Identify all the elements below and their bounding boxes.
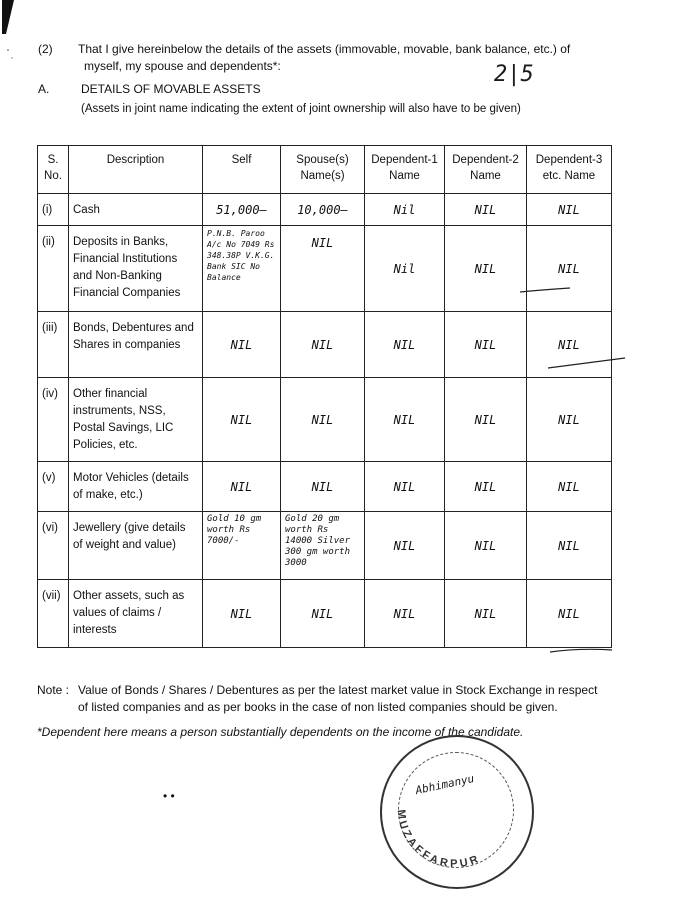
- col-header-dependent-1: Dependent-1 Name: [365, 146, 445, 194]
- handwritten-value: NIL: [393, 606, 416, 621]
- handwritten-value: NIL: [474, 606, 497, 621]
- stray-mark: • •: [163, 789, 175, 803]
- section-title: DETAILS OF MOVABLE ASSETS: [81, 82, 261, 96]
- row-sno: (iii): [38, 312, 69, 378]
- note-line-1: Value of Bonds / Shares / Debentures as per the latest market value in Stock Exchange in respect: [78, 683, 598, 697]
- note-label: Note :: [37, 683, 70, 697]
- svg-text:MUZAFFARPUR: [395, 809, 483, 870]
- handwritten-value: Nil: [393, 261, 416, 276]
- intro-line-2: myself, my spouse and dependents*:: [84, 59, 281, 73]
- handwritten-value: NIL: [474, 412, 497, 427]
- handwritten-value: P.N.B. Paroo A/c No 7049 Rs 348.38P V.K.G. Bank SIC No Balance: [207, 229, 275, 282]
- row-dependent-1: [365, 512, 445, 580]
- intro-line-1: That I give hereinbelow the details of the assets (immovable, movable, bank balance, etc.) of: [78, 42, 571, 56]
- handwritten-value: NIL: [558, 261, 580, 276]
- row-description: Cash: [69, 194, 203, 226]
- row-dependent-3: [527, 194, 612, 226]
- handwritten-value: NIL: [230, 479, 253, 494]
- row-spouse: [281, 226, 365, 312]
- row-description: Other financial instruments, NSS, Postal Savings, LIC Policies, etc.: [69, 378, 203, 462]
- table-row: [38, 194, 612, 226]
- handwritten-value: NIL: [311, 236, 334, 250]
- handwritten-value: NIL: [558, 337, 580, 352]
- page-mark: 2|5: [494, 62, 534, 87]
- row-dependent-1: [365, 462, 445, 512]
- col-header-description: Description: [69, 146, 203, 194]
- row-self: [203, 512, 281, 580]
- row-self: [203, 580, 281, 648]
- col-header-dependent-3: Dependent-3 etc. Name: [527, 146, 612, 194]
- handwritten-value: NIL: [474, 261, 497, 276]
- handwritten-value: NIL: [393, 479, 416, 494]
- row-spouse: [281, 378, 365, 462]
- row-sno: (vi): [38, 512, 69, 580]
- row-dependent-1: [365, 378, 445, 462]
- row-description: Motor Vehicles (details of make, etc.): [69, 462, 203, 512]
- row-spouse: [281, 194, 365, 226]
- scan-artifact: [0, 0, 30, 70]
- col-header-dependent-2: Dependent-2 Name: [445, 146, 527, 194]
- row-spouse: [281, 580, 365, 648]
- seal-text: MUZAFFARPUR: [394, 809, 483, 871]
- handwritten-value: NIL: [474, 479, 497, 494]
- row-sno: (iv): [38, 378, 69, 462]
- handwritten-value: 51,000—: [216, 202, 267, 217]
- handwritten-value: Gold 20 gm worth Rs 14000 Silver 300 gm worth 3000: [285, 514, 351, 568]
- handwritten-value: NIL: [558, 202, 580, 217]
- row-self: [203, 226, 281, 312]
- row-self: [203, 462, 281, 512]
- handwritten-value: NIL: [393, 538, 416, 553]
- row-dependent-1: [365, 580, 445, 648]
- row-sno: (v): [38, 462, 69, 512]
- row-sno: (i): [38, 194, 69, 226]
- item-number: (2): [38, 42, 53, 56]
- row-dependent-1: [365, 312, 445, 378]
- handwritten-value: NIL: [311, 337, 334, 352]
- seal-ring-text: [380, 735, 530, 885]
- handwritten-value: NIL: [558, 479, 580, 494]
- handwritten-value: NIL: [311, 412, 334, 427]
- row-sno: (ii): [38, 226, 69, 312]
- col-header-sno: S. No.: [38, 146, 69, 194]
- handwritten-value: NIL: [558, 606, 580, 621]
- row-spouse: [281, 462, 365, 512]
- row-spouse: [281, 312, 365, 378]
- row-dependent-1: [365, 226, 445, 312]
- seal-signature: Abhimanyu: [414, 771, 476, 798]
- handwritten-value: NIL: [558, 412, 580, 427]
- handwritten-value: NIL: [230, 606, 253, 621]
- row-self: [203, 194, 281, 226]
- dependent-note: *Dependent here means a person substantially dependents on the income of the candidate.: [37, 725, 524, 739]
- note-line-2: of listed companies and as per books in the case of non listed companies should be given.: [78, 700, 558, 714]
- handwritten-value: NIL: [311, 606, 334, 621]
- pen-strokes: [500, 280, 630, 660]
- handwritten-value: Nil: [393, 202, 416, 217]
- row-self: [203, 312, 281, 378]
- row-dependent-2: [445, 194, 527, 226]
- row-spouse: [281, 512, 365, 580]
- handwritten-value: NIL: [230, 337, 253, 352]
- row-sno: (vii): [38, 580, 69, 648]
- col-header-spouse: Spouse(s) Name(s): [281, 146, 365, 194]
- handwritten-value: NIL: [474, 202, 497, 217]
- col-header-self: Self: [203, 146, 281, 194]
- row-description: Bonds, Debentures and Shares in companies: [69, 312, 203, 378]
- handwritten-value: 10,000—: [297, 202, 348, 217]
- handwritten-value: NIL: [558, 538, 580, 553]
- row-self: [203, 378, 281, 462]
- handwritten-value: NIL: [474, 337, 497, 352]
- table-header-row: [38, 146, 612, 194]
- row-description: Jewellery (give details of weight and value): [69, 512, 203, 580]
- handwritten-value: NIL: [393, 412, 416, 427]
- handwritten-value: NIL: [474, 538, 497, 553]
- row-description: Other assets, such as values of claims / interests: [69, 580, 203, 648]
- section-note: (Assets in joint name indicating the extent of joint ownership will also have to be given): [81, 103, 521, 115]
- row-description: Deposits in Banks, Financial Institutions and Non-Banking Financial Companies: [69, 226, 203, 312]
- handwritten-value: NIL: [311, 479, 334, 494]
- section-letter: A.: [38, 82, 50, 96]
- handwritten-value: NIL: [393, 337, 416, 352]
- handwritten-value: NIL: [230, 412, 253, 427]
- row-dependent-1: [365, 194, 445, 226]
- handwritten-value: Gold 10 gm worth Rs 7000/-: [207, 514, 262, 546]
